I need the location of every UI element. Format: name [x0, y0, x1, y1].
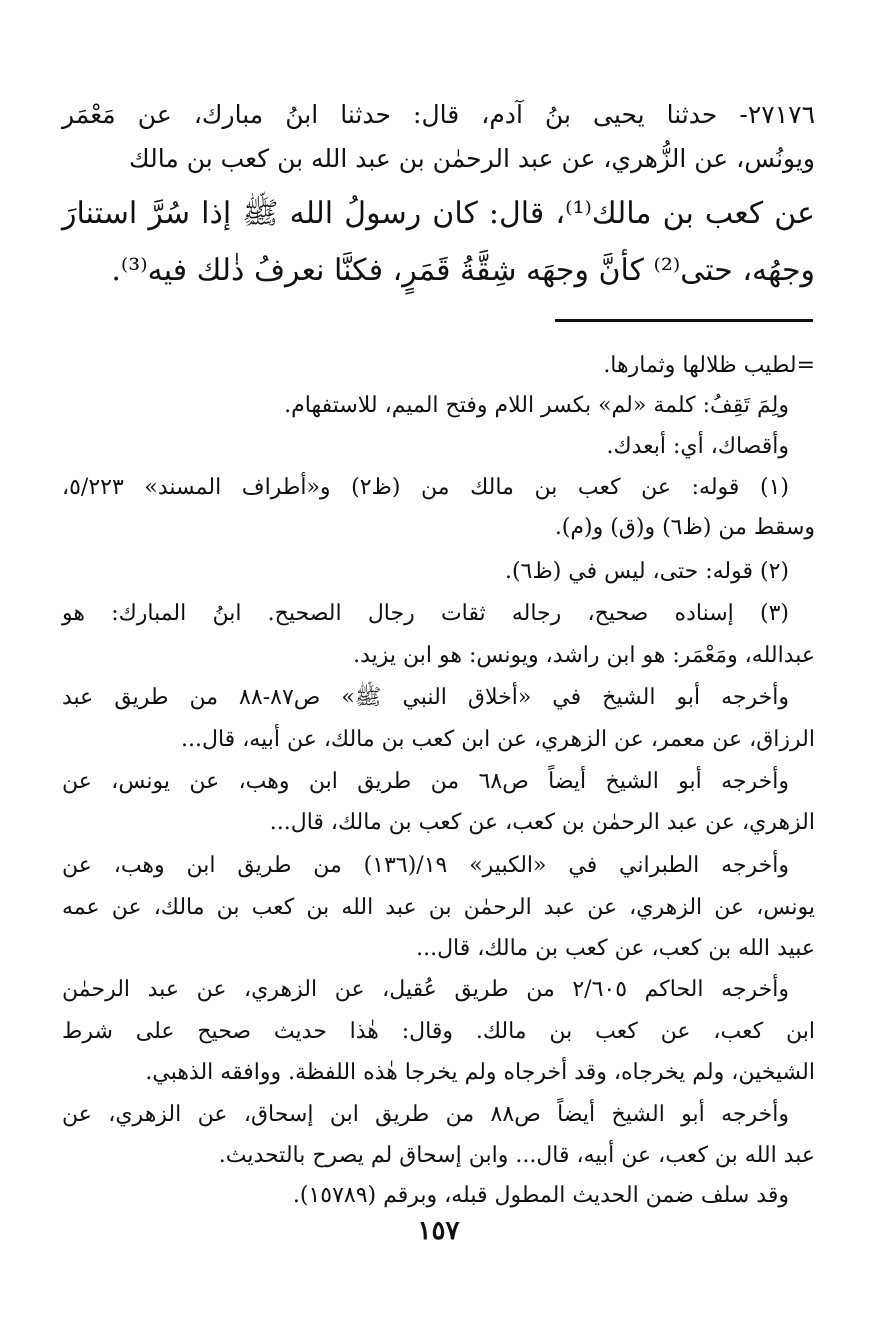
footnote-line: وأخرجه أبو الشيخ أيضاً ص٨٨ من طريق ابن إسحاق، عن الزهري، عن	[62, 1102, 789, 1127]
footnote-line: وأخرجه أبو الشيخ في «أخلاق النبي ﷺ» ص٨٧-٨٨ من طريق عبد	[62, 685, 789, 710]
footnote-line: الرزاق، عن معمر، عن الزهري، عن ابن كعب بن مالك، عن أبيه، قال...	[181, 727, 815, 752]
footnote-1: (١) قوله: عن كعب بن مالك من (ظ٢) و«أطراف المسند» ٥/٢٢٣،	[62, 475, 789, 500]
footnote-3: (٣) إسناده صحيح، رجاله ثقات رجال الصحيح. ابنُ المبارك: هو	[62, 601, 789, 626]
footnote-line: وأخرجه أبو الشيخ أيضاً ص٦٨ من طريق ابن وهب، عن يونس، عن	[62, 769, 789, 794]
footnote-line: وقد سلف ضمن الحديث المطول قبله، وبرقم (١٥٧٨٩).	[292, 1183, 789, 1208]
footnote-line: وسقط من (ظ٦) و(ق) و(م).	[554, 515, 815, 540]
footnote-line: يونس، عن الزهري، عن عبد الرحمٰن بن عبد الله بن كعب بن مالك، عن عمه	[62, 895, 815, 920]
footnote-line: عبدالله، ومَعْمَر: هو ابن راشد، ويونس: هو ابن يزيد.	[353, 643, 815, 668]
footnote-line: ابن كعب، عن كعب بن مالك. وقال: هٰذا حديث صحيح على شرط	[62, 1019, 815, 1044]
footnote-line: عبد الله بن كعب، عن أبيه، قال... وابن إسحاق لم يصرح بالتحديث.	[218, 1143, 815, 1168]
hadith-isnad-line: ٢٧١٧٦- حدثنا يحيى بنُ آدم، قال: حدثنا ابنُ مبارك، عن مَعْمَر	[62, 100, 815, 129]
footnote-line: الزهري، عن عبد الرحمٰن بن كعب، عن كعب بن مالك، قال...	[269, 810, 815, 835]
footnote-2: (٢) قوله: حتى، ليس في (ظ٦).	[504, 559, 789, 584]
footnote-line: الشيخين، ولم يخرجاه، وقد أخرجاه ولم يخرجا هٰذه اللفظة. ووافقه الذهبي.	[145, 1060, 815, 1085]
hadith-matn-line: وجهُه، حتى⁽²⁾ كأنَّ وجهَه شِقَّةُ قَمَرٍ، فكنَّا نعرفُ ذٰلك فيه⁽³⁾.	[111, 253, 815, 288]
hadith-matn-line: عن كعب بن مالك⁽¹⁾، قال: كان رسولُ الله ﷺ إذا سُرَّ استنارَ	[62, 196, 815, 231]
page-number: ١٥٧	[417, 1216, 460, 1246]
footnote-separator	[555, 319, 813, 322]
footnote-line: وأقصاك، أي: أبعدك.	[606, 434, 789, 459]
footnote-line: وأخرجه الطبراني في «الكبير» ١٩/(١٣٦) من طريق ابن وهب، عن	[62, 853, 789, 878]
footnote-line: وأخرجه الحاكم ٢/٦٠٥ من طريق عُقيل، عن الزهري، عن عبد الرحمٰن	[62, 977, 789, 1002]
footnote-line: عبيد الله بن كعب، عن كعب بن مالك، قال...	[416, 936, 815, 961]
hadith-isnad-line: ويونُس، عن الزُّهري، عن عبد الرحمٰن بن عبد الله بن كعب بن مالك	[129, 144, 815, 173]
footnote-line: ولِمَ تَقِفُ: كلمة «لم» بكسر اللام وفتح الميم، للاستفهام.	[284, 393, 789, 418]
footnote-continuation: =لطيب ظلالها وثمارها.	[603, 353, 815, 378]
